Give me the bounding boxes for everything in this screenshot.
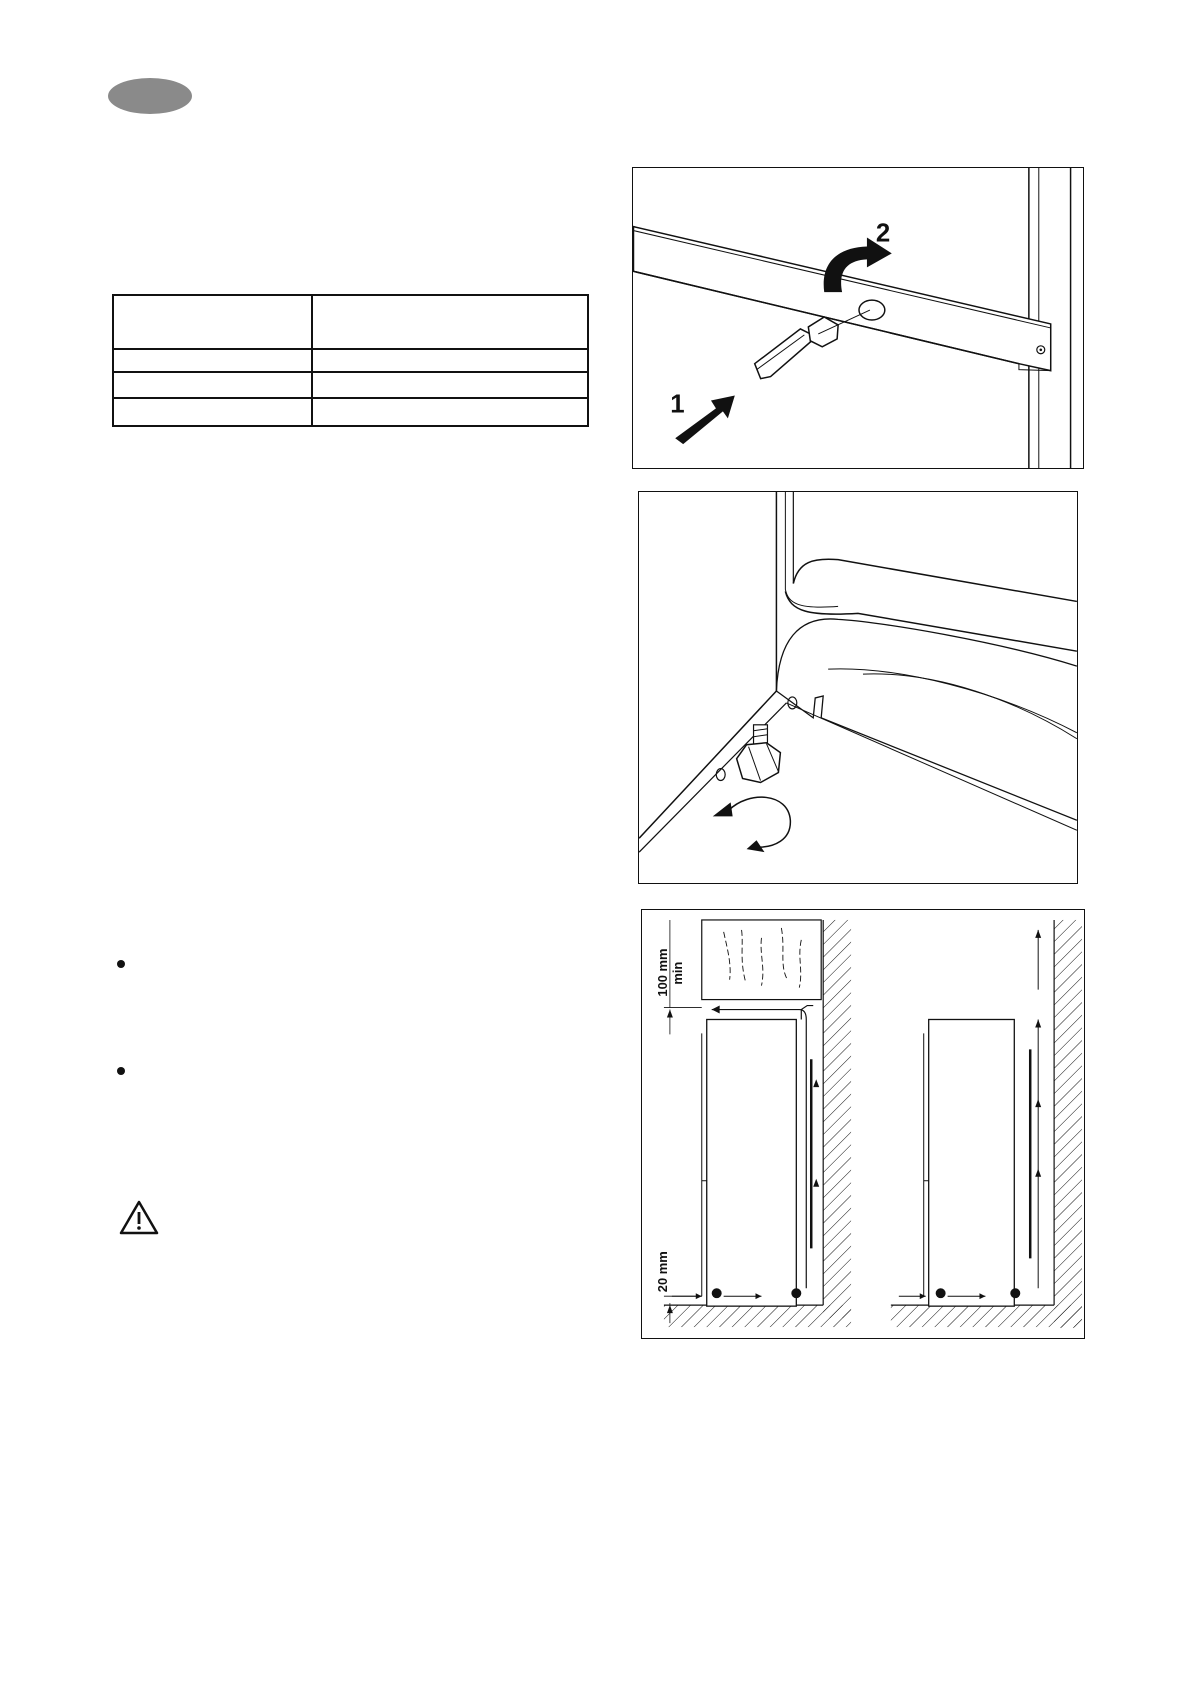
bullet-dot	[117, 960, 125, 968]
table-row-divider	[114, 348, 587, 350]
top-clearance-label: 100 mm	[654, 948, 670, 997]
step-2-label: 2	[875, 219, 891, 248]
bullet-dot	[117, 1067, 125, 1075]
figure-remove-clip-drawing	[633, 168, 1083, 468]
figure-remove-clip	[632, 167, 1084, 469]
warning-triangle-icon	[118, 1199, 160, 1236]
figure-adjustable-foot	[638, 491, 1078, 884]
bottom-clearance-label: 20 mm	[654, 1251, 670, 1293]
table-row-divider	[114, 397, 587, 399]
table-row-divider	[114, 371, 587, 373]
spec-table	[112, 294, 589, 427]
figure-ventilation-drawing	[642, 910, 1084, 1338]
step-1-label: 1	[670, 390, 685, 419]
language-badge	[108, 78, 192, 114]
top-clearance-min-label: min	[669, 961, 685, 985]
figure-ventilation	[641, 909, 1085, 1339]
table-column-divider	[311, 296, 313, 425]
figure-adjustable-foot-drawing	[639, 492, 1077, 883]
